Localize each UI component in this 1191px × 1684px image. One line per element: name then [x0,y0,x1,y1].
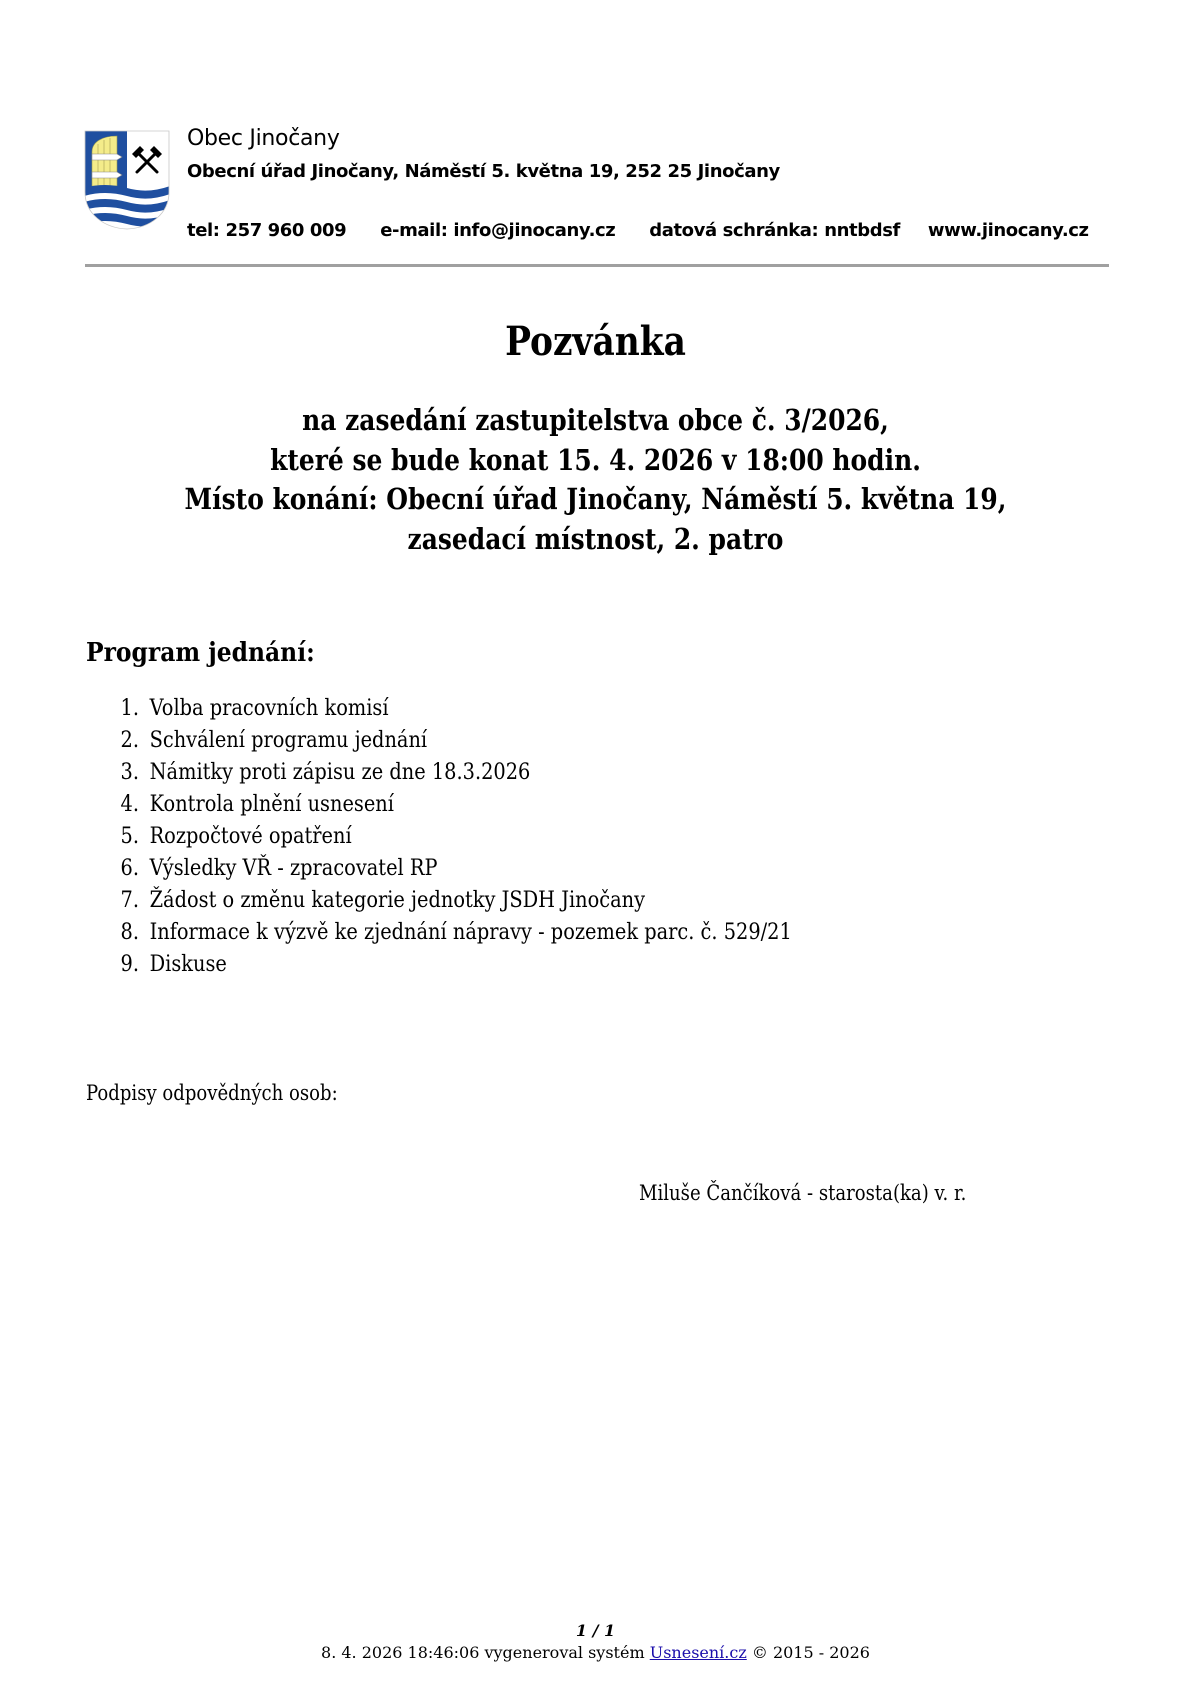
program-item [110,949,792,981]
item-number: 8. [120,920,140,945]
program-list [110,693,792,981]
program-item [110,725,792,757]
item-text: Výsledky VŘ - zpracovatel RP [149,856,438,881]
usneseni-link[interactable]: Usnesení.cz [649,1643,747,1662]
meeting-detail-line: Místo konání: Obecní úřad Jinočany, Náměstí 5. května 19, [184,482,1007,516]
website: www.jinocany.cz [927,220,1089,241]
item-text: Volba pracovních komisí [149,696,389,721]
page-number: 1 / 1 [575,1621,616,1640]
program-item [110,821,792,853]
generated-footer [0,1643,1191,1662]
document-title: Pozvánka [505,318,686,365]
header-separator [85,264,1109,267]
item-text: Kontrola plnění usnesení [149,792,394,817]
item-text: Žádost o změnu kategorie jednotky JSDH Jinočany [149,888,646,913]
program-item [110,789,792,821]
program-item [110,917,792,949]
item-number: 2. [120,728,140,753]
coat-of-arms-icon [84,130,170,230]
program-item [110,757,792,789]
item-number: 3. [120,760,140,785]
program-item [110,885,792,917]
item-text: Námitky proti zápisu ze dne 18.3.2026 [149,760,531,785]
data-box-id: datová schránka: nntbdsf [649,220,900,241]
item-text: Informace k výzvě ke zjednání nápravy - pozemek parc. č. 529/21 [149,920,792,945]
meeting-details [83,401,1107,559]
item-text: Schválení programu jednání [149,728,428,753]
item-number: 5. [120,824,140,849]
item-number: 1. [120,696,140,721]
item-text: Diskuse [149,952,227,977]
generated-text: 8. 4. 2026 18:46:06 vygeneroval systém [321,1643,645,1662]
item-number: 6. [120,856,140,881]
program-item [110,853,792,885]
item-text: Rozpočtové opatření [149,824,352,849]
meeting-detail-line: které se bude konat 15. 4. 2026 v 18:00 hodin. [270,442,921,477]
item-number: 7. [120,888,140,913]
item-number: 9. [120,952,140,977]
item-number: 4. [120,792,140,817]
email-address: e-mail: info@jinocany.cz [380,220,616,241]
phone-number: tel: 257 960 009 [187,220,347,241]
signer-name: Miluše Čančíková - starosta(ka) v. r. [639,1181,967,1205]
contact-line [187,220,1089,241]
program-item [110,693,792,725]
copyright-text: © 2015 - 2026 [751,1643,870,1662]
office-address: Obecní úřad Jinočany, Náměstí 5. května 19, 252 25 Jinočany [187,161,780,182]
municipality-name: Obec Jinočany [187,126,340,151]
meeting-detail-line: zasedací místnost, 2. patro [407,521,784,556]
program-heading: Program jednání: [86,638,315,668]
meeting-detail-line: na zasedání zastupitelstva obce č. 3/2026, [302,403,889,437]
signatures-label: Podpisy odpovědných osob: [86,1081,338,1105]
